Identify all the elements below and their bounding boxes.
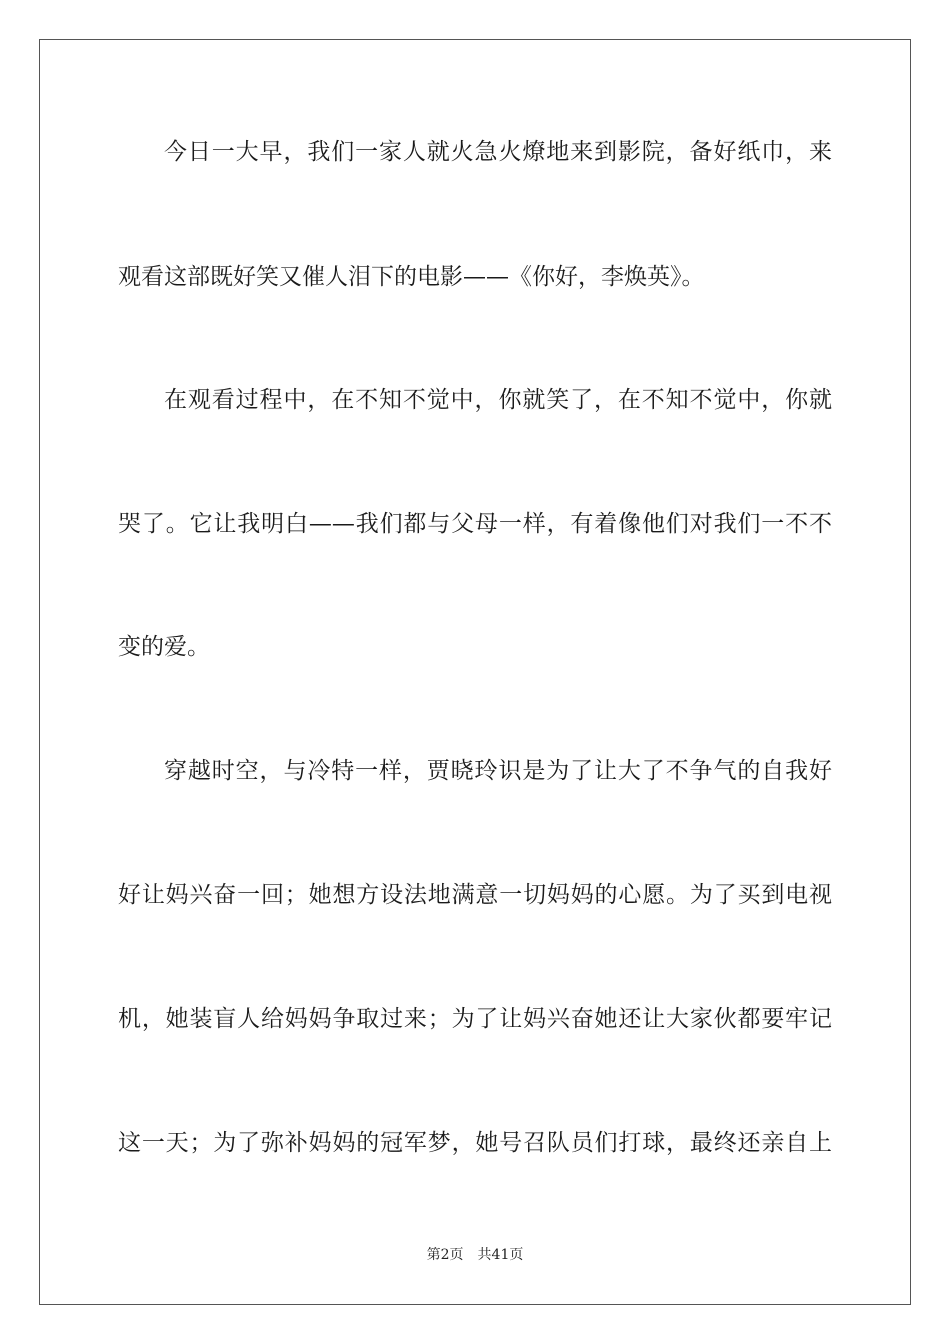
paragraph-3-line-3: 机，她装盲人给妈妈争取过来；为了让妈兴奋她还让大家伙都要牢记	[118, 1006, 832, 1032]
paragraph-1-line-2: 观看这部既好笑又催人泪下的电影——《你好，李焕英》。	[118, 264, 705, 290]
page-border	[39, 39, 911, 1305]
paragraph-2-line-3: 变的爱。	[118, 634, 210, 660]
paragraph-2-line-1: 在观看过程中，在不知不觉中，你就笑了，在不知不觉中，你就	[164, 387, 832, 413]
paragraph-3-line-2: 好让妈兴奋一回；她想方设法地满意一切妈妈的心愿。为了买到电视	[118, 882, 832, 908]
paragraph-1-line-1: 今日一大早，我们一家人就火急火燎地来到影院，备好纸巾，来	[164, 139, 832, 165]
total-pages: 共41页	[477, 1247, 524, 1263]
paragraph-3-line-4: 这一天；为了弥补妈妈的冠军梦，她号召队员们打球，最终还亲自上	[118, 1130, 832, 1156]
paragraph-2-line-2: 哭了。它让我明白——我们都与父母一样，有着像他们对我们一不不	[118, 511, 832, 537]
page-footer	[0, 1246, 950, 1264]
page-number: 第2页	[426, 1247, 464, 1263]
paragraph-3-line-1: 穿越时空，与冷特一样，贾晓玲识是为了让大了不争气的自我好	[164, 758, 832, 784]
